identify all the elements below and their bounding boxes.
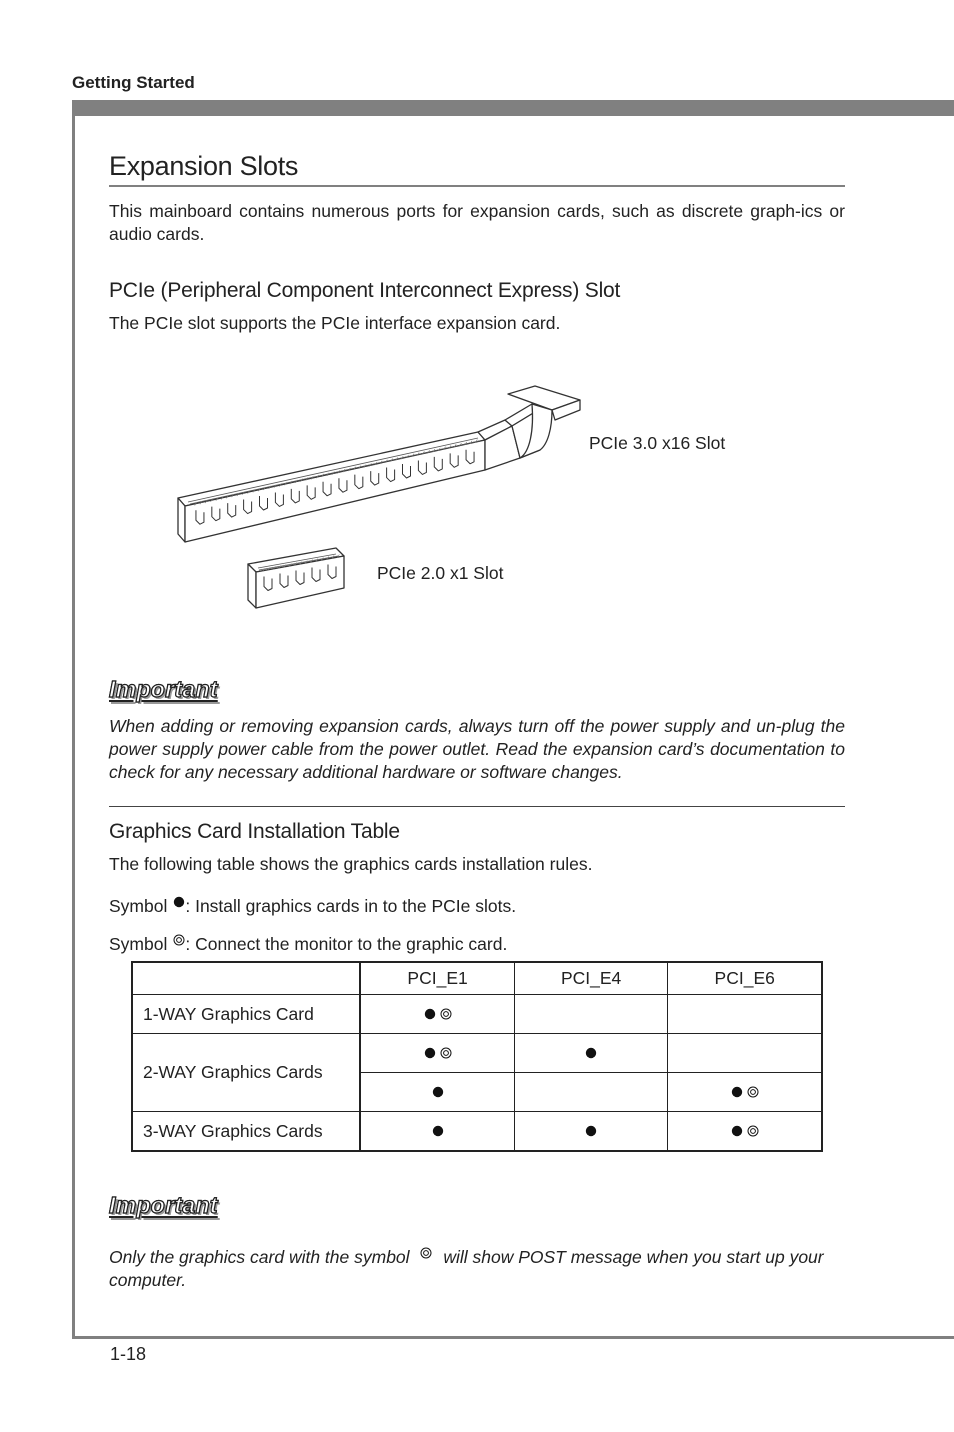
table-description: The following table shows the graphics cards installation rules. [109,854,593,874]
filled-circle-icon [430,1082,446,1103]
section-divider [109,806,845,807]
important-heading: Important [109,1192,218,1218]
table-header-row [132,962,822,995]
column-header: PCI_E6 [668,962,822,995]
slot-contact [296,571,304,585]
slot-contact [466,450,474,464]
symbol-legend-install [109,891,516,918]
slot-cell [668,995,822,1034]
slot-cell [514,995,668,1034]
slot-contact [244,500,252,514]
slot-contact [323,482,331,496]
pcie-x16-slot-illustration [178,386,580,542]
slot-contact [260,496,268,510]
slot-contact [387,468,395,482]
important-note: When adding or removing expansion cards, always turn off the power supply and un-plug the power supply power cable from the power outlet. Read the expansion card’s documentation to check for any necessary additional hardware or software changes. [109,716,845,782]
slot-cell [360,995,514,1034]
symbol-legend-monitor [109,929,507,956]
pcie-description: The PCIe slot supports the PCIe interface expansion card. [109,313,561,333]
slot-contact [275,492,283,506]
slot-contact [196,510,204,524]
slot-contact [339,478,347,492]
row-label: 2-WAY Graphics Cards [132,1034,360,1112]
filled-circle-icon [422,1043,438,1064]
important-note-end: will show POST message when you start up your computer. [109,1247,824,1290]
slot-contact [371,471,379,485]
slot-cell [360,1034,514,1073]
pcie-x16-slot-label: PCIe 3.0 x16 Slot [589,433,726,453]
filled-circle-icon [173,891,185,914]
slot-contact [264,577,272,591]
slot-contact [434,457,442,471]
page-number: 1-18 [110,1344,147,1364]
pcie-x1-slot-illustration [248,548,344,608]
slot-cell [514,1034,668,1073]
graphics-install-table [131,961,823,1152]
important-note [109,1242,849,1292]
slot-cell [360,1112,514,1152]
double-circle-icon [745,1121,761,1142]
header-bar [72,100,954,116]
filled-circle-icon [583,1121,599,1142]
symbol-legend-prefix: Symbol [109,934,168,954]
column-header: PCI_E1 [360,962,514,995]
slot-contact [355,475,363,489]
double-circle-icon [745,1082,761,1103]
slot-contact [291,489,299,503]
slot-contact [403,464,411,478]
table-row [132,995,822,1034]
important-note-start: Only the graphics card with the symbol [109,1247,410,1267]
table-row [132,1034,822,1073]
slot-cell [668,1112,822,1152]
slot-contact [328,565,336,579]
filled-circle-icon [729,1121,745,1142]
double-circle-icon [438,1004,454,1025]
pcie-heading: PCIe (Peripheral Component Interconnect Express) Slot [109,279,621,302]
slot-contact [418,460,426,474]
pcie-slot-illustration [160,370,590,620]
double-circle-icon [438,1043,454,1064]
slot-cell [668,1034,822,1073]
left-margin-rule [72,100,75,1338]
pcie-x1-slot-label: PCIe 2.0 x1 Slot [377,563,504,583]
filled-circle-icon [422,1004,438,1025]
running-head: Getting Started [72,73,195,92]
filled-circle-icon [729,1082,745,1103]
symbol-legend-text: : Install graphics cards in to the PCIe slots. [185,896,517,916]
slot-contact [312,568,320,582]
table-corner-cell [132,962,360,995]
slot-contact [212,507,220,521]
filled-circle-icon [583,1043,599,1064]
symbol-legend-prefix: Symbol [109,896,168,916]
double-circle-icon [173,929,185,952]
slot-cell [514,1073,668,1112]
column-header: PCI_E4 [514,962,668,995]
intro-paragraph: This mainboard contains numerous ports for expansion cards, such as discrete graph-ics or audio cards. [109,201,845,244]
row-label: 3-WAY Graphics Cards [132,1112,360,1152]
slot-contact [228,503,236,517]
table-row [132,1112,822,1152]
important-heading: Important [109,676,218,702]
footer-rule [72,1336,954,1339]
slot-cell [514,1112,668,1152]
slot-contact [280,574,288,588]
slot-contact [307,485,315,499]
row-label: 1-WAY Graphics Card [132,995,360,1034]
double-circle-icon [420,1242,432,1265]
slot-contact [450,453,458,467]
section-title: Expansion Slots [109,151,299,181]
slot-cell [360,1073,514,1112]
table-heading: Graphics Card Installation Table [109,820,400,843]
filled-circle-icon [430,1121,446,1142]
title-underline [109,185,845,187]
symbol-legend-text: : Connect the monitor to the graphic card. [185,934,508,954]
slot-cell [668,1073,822,1112]
